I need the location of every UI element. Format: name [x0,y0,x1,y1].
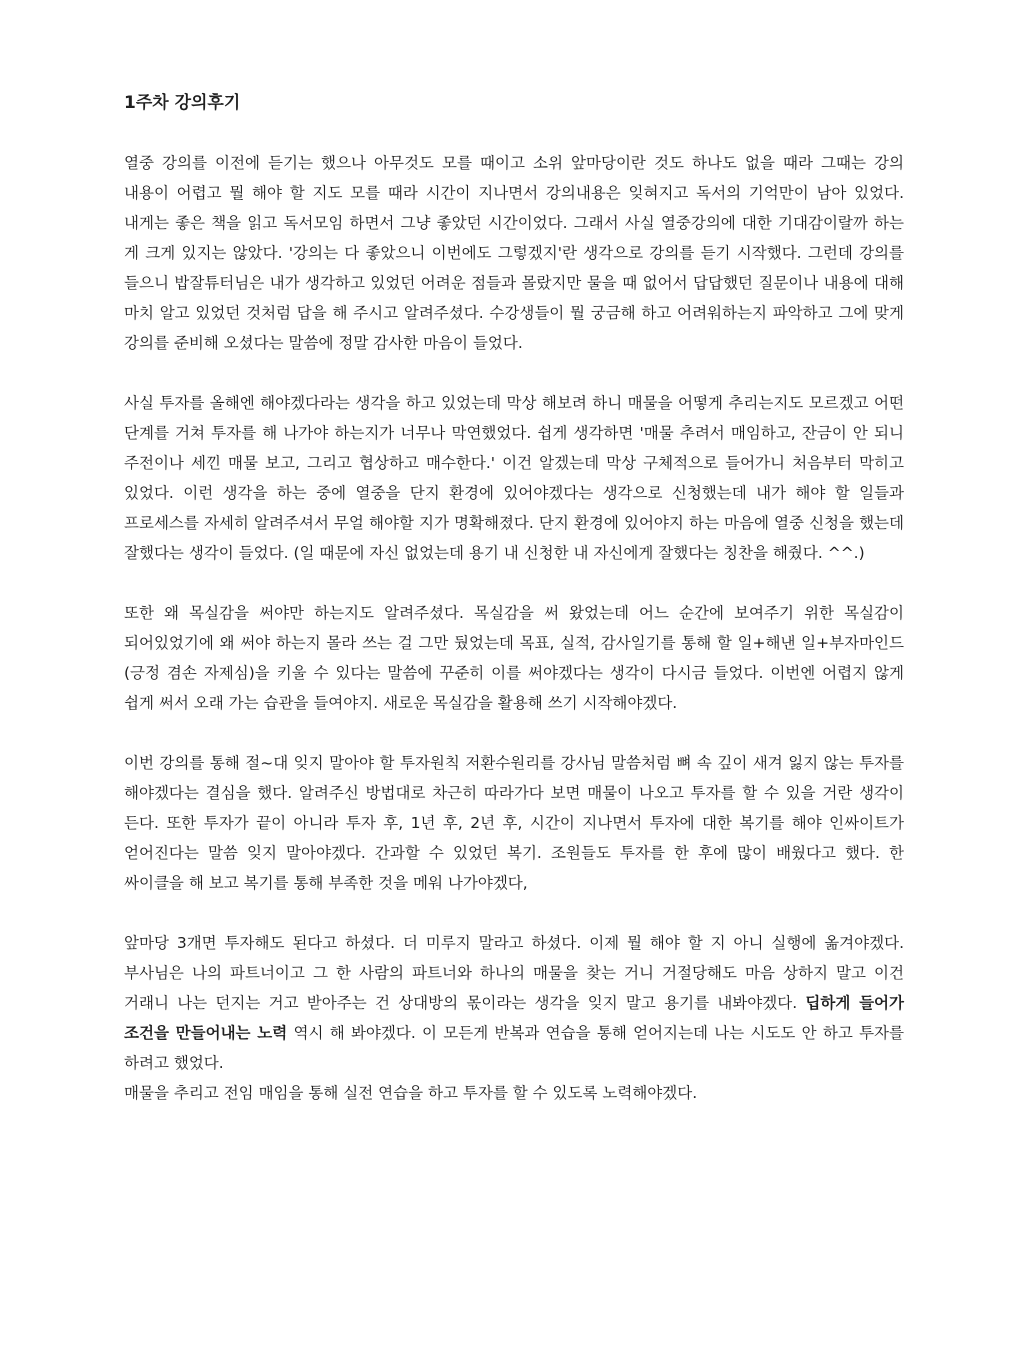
paragraph-4: 이번 강의를 통해 절~대 잊지 말아야 할 투자원칙 저환수원리를 강사님 말씀처럼 뼈 속 깊이 새겨 잃지 않는 투자를 해야겠다는 결심을 했다. 알려주신 방법대로 차근히 따라가다 보면 매물이 나오고 투자를 할 수 있을 거란 생각이 든다. 또한 투자가 끝이 아니라 투자 후, 1년 후, 2년 후, 시간이 지나면서 투자에 대한 복기를 해야 인싸이트가 얻어진다는 말씀 잊지 말아야겠다. 간과할 수 있었던 복기. 조원들도 투자를 한 후에 많이 배웠다고 했다. 한 싸이클을 해 보고 복기를 통해 부족한 것을 메워 나가야겠다, [124,754,904,892]
paragraph-1: 열중 강의를 이전에 듣기는 했으나 아무것도 모를 때이고 소위 앞마당이란 것도 하나도 없을 때라 그때는 강의 내용이 어렵고 뭘 해야 할 지도 모를 때라 시간이 지나면서 강의내용은 잊혀지고 독서의 기억만이 남아 있었다. 내게는 좋은 책을 읽고 독서모임 하면서 그냥 좋았던 시간이었다. 그래서 사실 열중강의에 대한 기대감이랄까 하는 게 크게 있지는 않았다. '강의는 다 좋았으니 이번에도 그렇겠지'란 생각으로 강의를 듣기 시작했다. 그런데 강의를 들으니 밥잘튜터님은 내가 생각하고 있었던 어려운 점들과 몰랐지만 물을 때 없어서 답답했던 질문이나 내용에 대해 마치 알고 있었던 것처럼 답을 해 주시고 알려주셨다. 수강생들이 뭘 궁금해 하고 어려워하는지 파악하고 그에 맞게 강의를 준비해 오셨다는 말씀에 정말 감사한 마음이 들었다. [124,154,904,352]
paragraph-5-text-before: 앞마당 3개면 투자해도 된다고 하셨다. 더 미루지 말라고 하셨다. 이제 뭘 해야 할 지 아니 실행에 옮겨야겠다. 부사님은 나의 파트너이고 그 한 사람의 파트너와 하나의 매물을 찾는 거니 거절당해도 마음 상하지 말고 이건 거래니 나는 던지는 거고 받아주는 건 상대방의 몫이라는 생각을 잊지 말고 용기를 내봐야겠다. [124,934,904,1012]
paragraph-2: 사실 투자를 올해엔 해야겠다라는 생각을 하고 있었는데 막상 해보려 하니 매물을 어떻게 추리는지도 모르겠고 어떤 단계를 거쳐 투자를 해 나가야 하는지가 너무나 막연했었다. 쉽게 생각하면 '매물 추려서 매임하고, 잔금이 안 되니 주전이나 세낀 매물 보고, 그리고 협상하고 매수한다.' 이건 알겠는데 막상 구체적으로 들어가니 처음부터 막히고 있었다. 이런 생각을 하는 중에 열중을 단지 환경에 있어야겠다는 생각으로 신청했는데 내가 해야 할 일들과 프로세스를 자세히 알려주셔서 무얼 해야할 지가 명확해졌다. 단지 환경에 있어야지 하는 마음에 열중 신청을 했는데 잘했다는 생각이 들었다. (일 때문에 자신 없었는데 용기 내 신청한 내 자신에게 잘했다는 칭찬을 해줬다. ^^.) [124,394,904,562]
paragraph-5-text-after: 역시 해 봐야겠다. 이 모든게 반복과 연습을 통해 얻어지는데 나는 시도도 안 하고 투자를 하려고 했었다. [124,1024,904,1072]
paragraph-3: 또한 왜 목실감을 써야만 하는지도 알려주셨다. 목실감을 써 왔었는데 어느 순간에 보여주기 위한 목실감이 되어있었기에 왜 써야 하는지 몰라 쓰는 걸 그만 뒀었는데 목표, 실적, 감사일기를 통해 할 일+해낸 일+부자마인드(긍정 겸손 자제심)을 키울 수 있다는 말씀에 꾸준히 이를 써야겠다는 생각이 다시금 들었다. 이번엔 어렵지 않게 쉽게 써서 오래 가는 습관을 들여야지. 새로운 목실감을 활용해 쓰기 시작해야겠다. [124,604,904,712]
document-page [124,88,904,1108]
paragraph-5-bold-phrase: 딥하게 들어가 조건을 만들어내는 노력 [124,994,904,1042]
document-title: 1주차 강의후기 [124,93,241,113]
paragraph-5-closing-line: 매물을 추리고 전임 매임을 통해 실전 연습을 하고 투자를 할 수 있도록 노력해야겠다. [124,1084,698,1102]
paragraph-5 [124,928,904,1108]
